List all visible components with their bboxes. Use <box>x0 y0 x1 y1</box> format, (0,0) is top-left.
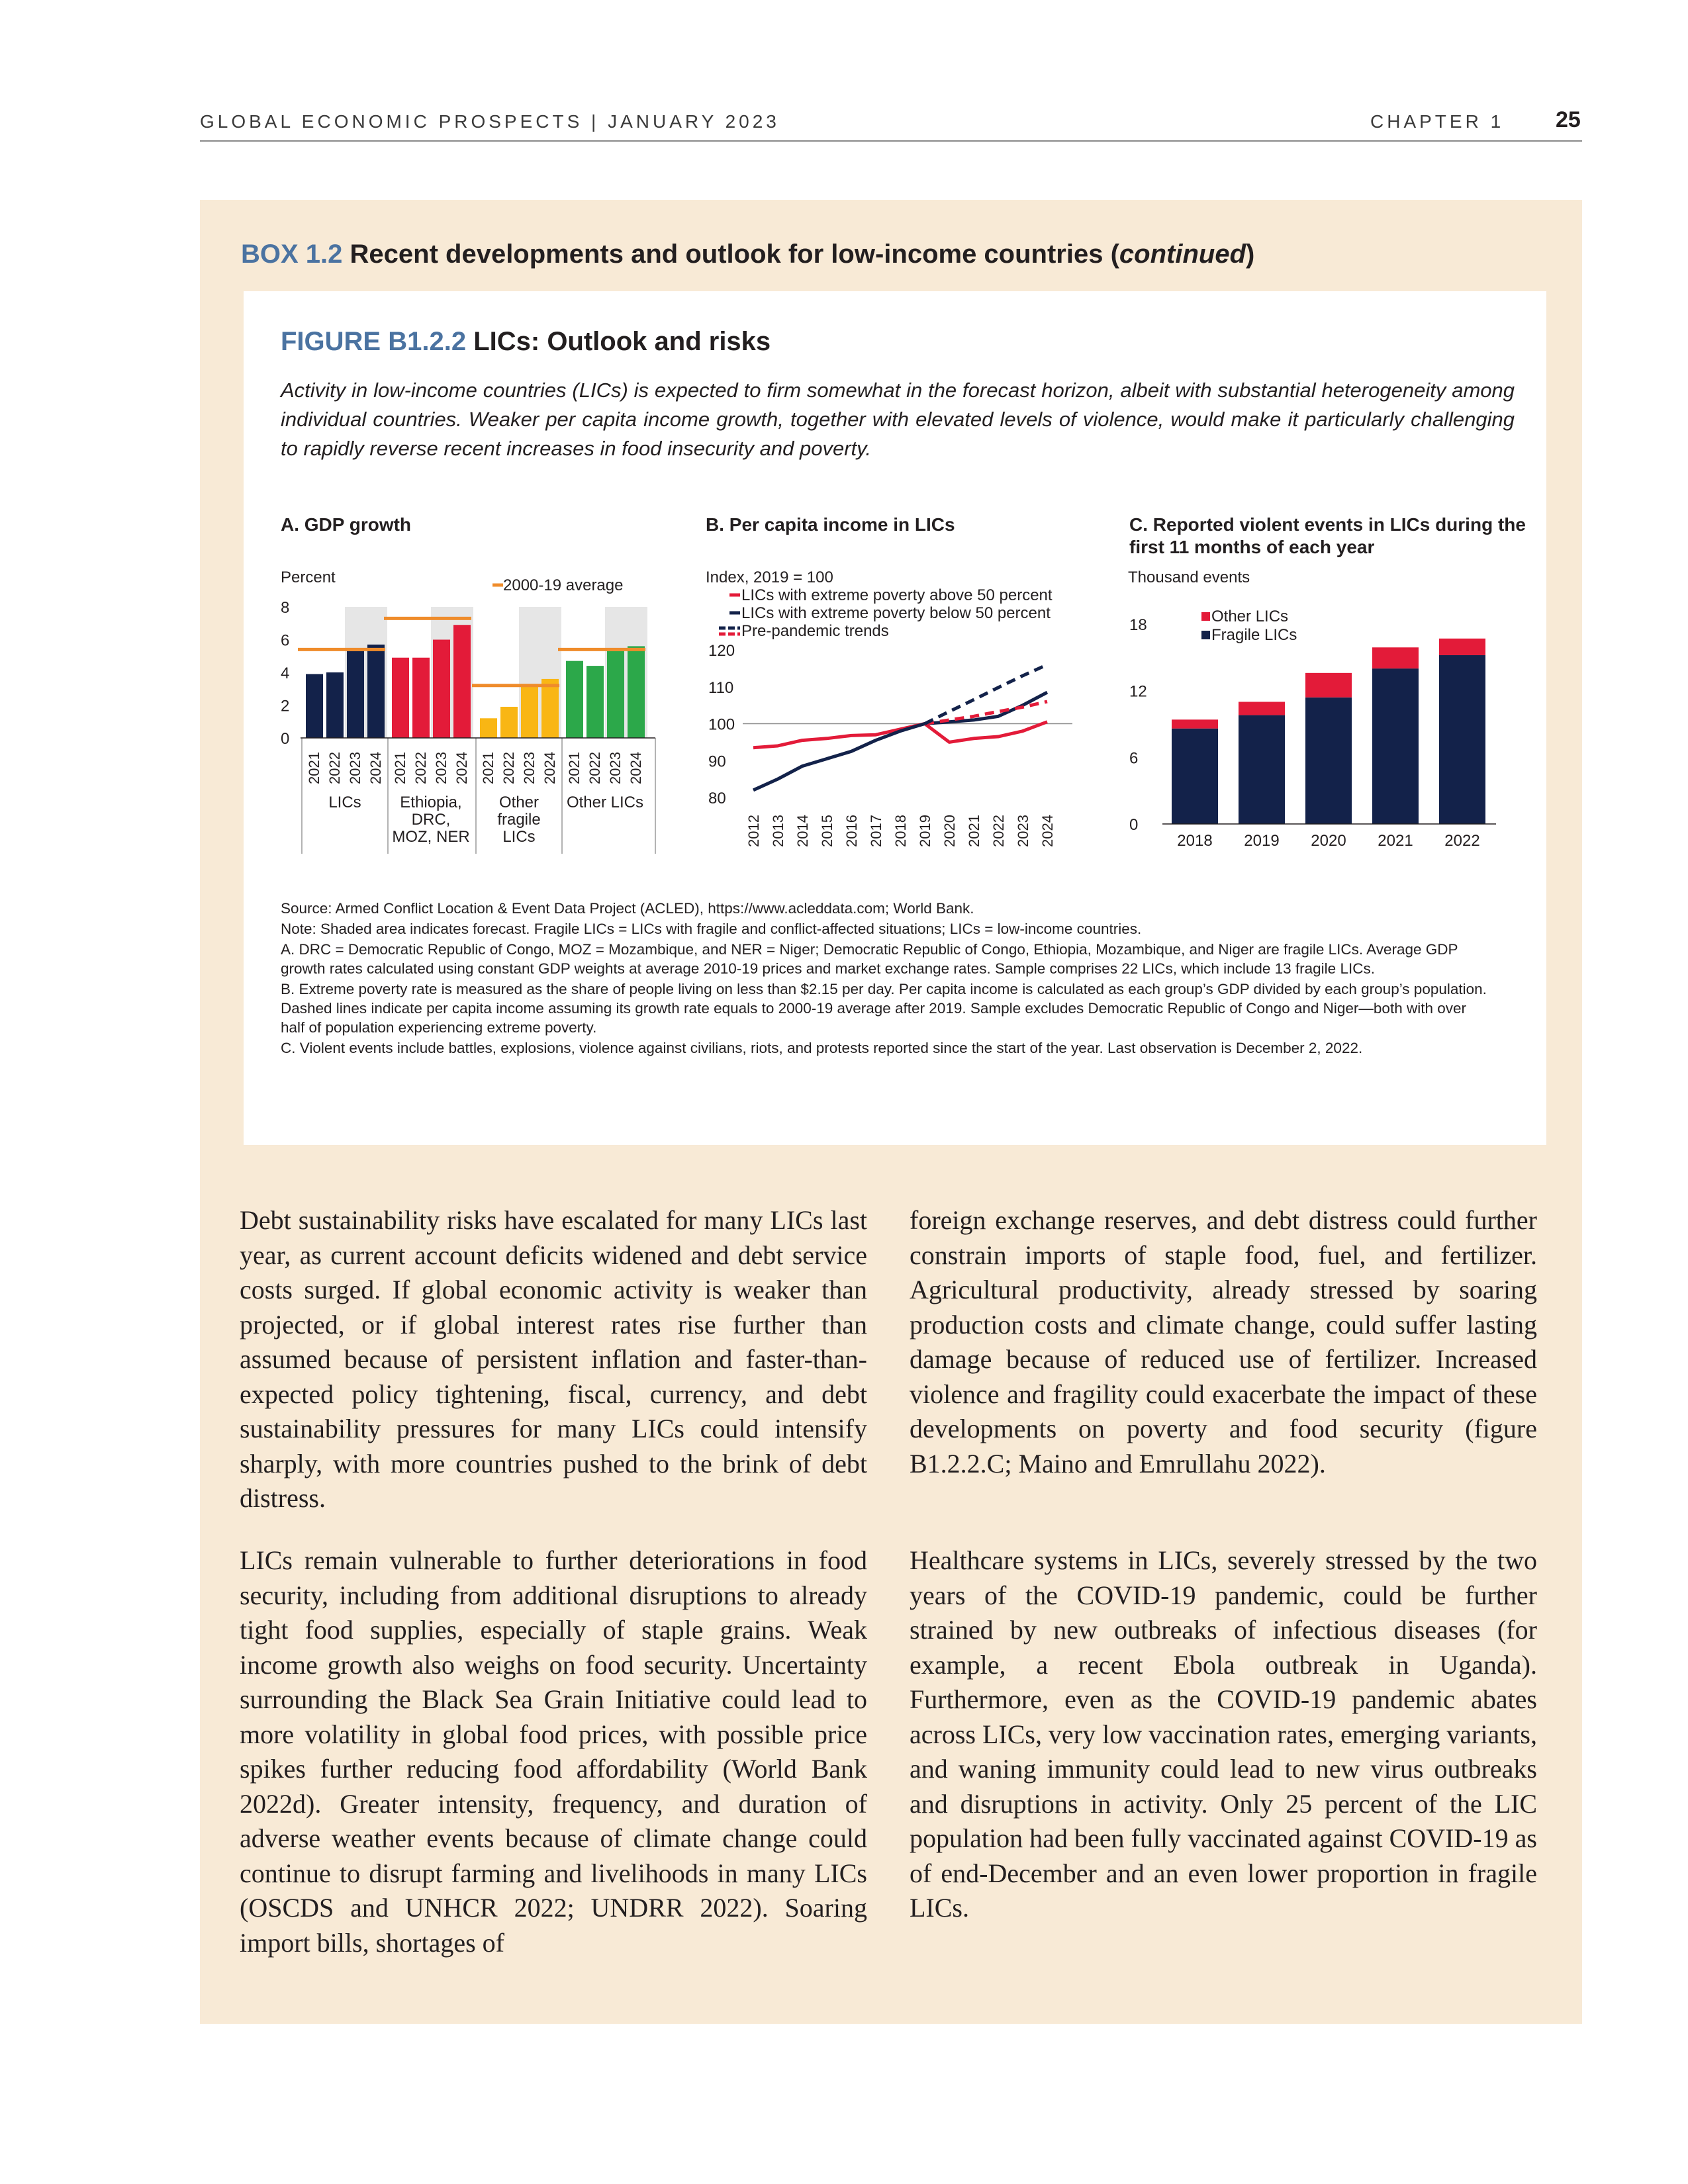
figure-title <box>281 327 771 357</box>
panel-b-year-label: 2022 <box>990 815 1007 847</box>
bar-lics-2023 <box>347 651 364 738</box>
legend-swatch-other-lics <box>1201 612 1210 621</box>
panel-a-group-label: LICs <box>328 794 361 811</box>
panel-a-year-label: 2022 <box>500 752 517 784</box>
panel-c-year-label: 2019 <box>1244 832 1280 850</box>
panel-c-ytick: 12 <box>1129 682 1147 701</box>
bar-other-lics-2019 <box>1239 702 1285 715</box>
panel-a-ytick: 2 <box>281 697 290 715</box>
bar-other-lics-2022 <box>586 666 604 738</box>
panel-a-year-label: 2024 <box>541 752 558 784</box>
panel-c-legend-label: Other LICs <box>1211 608 1289 625</box>
bar-other-fragile-lics-2022 <box>500 707 518 738</box>
bar-fragile-lics-2022 <box>1439 655 1485 824</box>
panel-a-group-label: Ethiopia, <box>400 794 462 811</box>
bar-other-lics-2022 <box>1439 639 1485 655</box>
figure-title-text: LICs: Outlook and risks <box>473 327 771 356</box>
panel-b-year-label: 2017 <box>868 815 884 847</box>
panel-c-year-label: 2021 <box>1378 832 1413 850</box>
bar-other-fragile-lics-2024 <box>541 679 559 738</box>
panel-a-group-label: Other <box>498 794 539 811</box>
panel-b-year-label: 2024 <box>1039 815 1056 847</box>
panel-b-year-label: 2014 <box>794 815 811 847</box>
panel-a-ytick: 0 <box>281 730 290 748</box>
figure-notes <box>281 899 1492 1059</box>
bar-other-lics-2020 <box>1305 673 1352 698</box>
bar-ethiopia-drc-moz-ner-2022 <box>412 658 430 738</box>
panel-a-ytick: 6 <box>281 631 290 650</box>
series-line-2 <box>925 702 1047 723</box>
note-source: Source: Armed Conflict Location & Event Data Project (ACLED), https://www.acleddata.com; World Bank. <box>281 900 974 917</box>
panel-a-ytick: 4 <box>281 664 290 682</box>
panel-c-ytick: 0 <box>1129 816 1139 834</box>
panel-b-year-label: 2016 <box>843 815 860 847</box>
body-paragraph-3: foreign exchange reserves, and debt distress could further constrain imports of staple food, fuel, and fertilizer. Agricultural productivity, already stressed by soaring production costs and climate change, could suffer lasting damage because of reduced use of fertilizer. Increased violence and fragility could exacerbate the impact of these developments on poverty and food security (figure B1.2.2.C; Maino and Emrullahu 2022). <box>910 1205 1537 1479</box>
panel-c-unit: Thousand events <box>1128 569 1250 586</box>
bar-other-lics-2024 <box>628 646 645 738</box>
panel-a-year-label: 2021 <box>392 752 408 784</box>
bar-ethiopia-drc-moz-ner-2021 <box>392 658 409 738</box>
panel-a-ytick: 8 <box>281 599 290 617</box>
panel-c-year-label: 2022 <box>1444 832 1480 850</box>
panel-a-year-label: 2022 <box>586 752 603 784</box>
legend-swatch-fragile-lics <box>1201 631 1210 639</box>
chart-per-capita-income <box>695 563 1092 860</box>
panel-a-year-label: 2023 <box>607 752 624 784</box>
panel-a-group-label: LICs <box>502 828 536 846</box>
box-label: BOX 1.2 <box>241 240 343 269</box>
panel-b-ytick: 110 <box>708 678 734 697</box>
panel-a-year-label: 2023 <box>433 752 449 784</box>
body-paragraph-4: Healthcare systems in LICs, severely stressed by the two years of the COVID-19 pandemic, could be further strained by new outbreaks of infectious diseases (for example, a recent Ebola outbreak in Uganda). Furthermore, even as the COVID-19 pandemic abates across LICs, very low vaccination rates, emerging variants, and waning immunity could lead to new virus outbreaks and disruptions in activity. Only 25 percent of the LIC population had been fully vaccinated against COVID-19 as of end-December and an even lower proportion in fragile LICs. <box>910 1545 1537 1923</box>
panel-a-group-label: DRC, <box>411 811 451 829</box>
panel-c-title: C. Reported violent events in LICs during the first 11 months of each year <box>1129 514 1526 557</box>
panel-a-group-label: fragile <box>497 811 541 829</box>
chart-violent-events <box>1119 563 1516 860</box>
series-line-0 <box>753 722 1047 748</box>
panel-b-ytick: 90 <box>708 752 726 771</box>
panel-a-unit: Percent <box>281 569 336 586</box>
box-title-close: ) <box>1246 240 1255 269</box>
bar-lics-2021 <box>306 674 323 738</box>
bar-lics-2024 <box>367 645 385 738</box>
bar-fragile-lics-2018 <box>1172 729 1218 824</box>
bar-other-lics-2023 <box>607 651 624 738</box>
panel-b-year-label: 2018 <box>892 815 909 847</box>
panel-a-year-label: 2024 <box>628 752 644 784</box>
panel-b-year-label: 2023 <box>1015 815 1031 847</box>
panel-b-title: B. Per capita income in LICs <box>706 514 955 535</box>
running-header-title: GLOBAL ECONOMIC PROSPECTS | JANUARY 2023 <box>200 111 780 132</box>
bar-other-fragile-lics-2023 <box>521 684 538 738</box>
bar-other-fragile-lics-2021 <box>480 718 497 738</box>
bar-other-lics-2018 <box>1172 719 1218 728</box>
box-title-text: Recent developments and outlook for low-income countries ( <box>350 240 1119 269</box>
figure-label: FIGURE B1.2.2 <box>281 327 467 356</box>
panel-a-year-label: 2021 <box>566 752 583 784</box>
panel-a-year-label: 2024 <box>453 752 470 784</box>
panel-b-ytick: 80 <box>708 790 726 807</box>
panel-a-title: A. GDP growth <box>281 514 412 535</box>
panel-c-legend-label: Fragile LICs <box>1211 626 1297 644</box>
panel-b-legend-label: LICs with extreme poverty below 50 percent <box>741 604 1051 622</box>
panel-a-year-label: 2022 <box>412 752 429 784</box>
box-title <box>241 240 1254 269</box>
panel-b-year-label: 2021 <box>966 815 982 847</box>
page-number: 25 <box>1556 107 1581 132</box>
bar-ethiopia-drc-moz-ner-2023 <box>433 640 450 739</box>
panel-b-year-label: 2019 <box>917 815 933 847</box>
bar-ethiopia-drc-moz-ner-2024 <box>453 625 471 738</box>
panel-a-group-label: Other LICs <box>566 794 644 811</box>
panel-c-year-label: 2018 <box>1177 832 1213 850</box>
panel-a-year-label: 2024 <box>367 752 384 784</box>
panel-a-year-label: 2023 <box>347 752 363 784</box>
panel-a-year-label: 2023 <box>521 752 538 784</box>
bar-other-lics-2021 <box>1372 647 1419 668</box>
panel-b-legend-label: Pre-pandemic trends <box>741 622 889 640</box>
note-c: C. Violent events include battles, explosions, violence against civilians, riots, and protests reported since the start of the year. Last observation is December 2, 2022. <box>281 1040 1363 1056</box>
panel-a-group-label: MOZ, NER <box>392 828 470 846</box>
panel-c-ytick: 18 <box>1129 616 1147 634</box>
panel-b-ytick: 120 <box>708 642 735 660</box>
note-a: A. DRC = Democratic Republic of Congo, MOZ = Mozambique, and NER = Niger; Democratic Republic of Congo, Ethiopia, Mozambique, and Niger are fragile LICs. Average GDP growth rates calculated using constant GDP weights at average 2010-19 prices and market exchange rates. Sample comprises 22 LICs, which include 13 fragile LICs. <box>281 941 1458 977</box>
note-general: Note: Shaded area indicates forecast. Fragile LICs = LICs with fragile and conflict-affected situations; LICs = low-income countries. <box>281 921 1142 937</box>
panel-b-ytick: 100 <box>708 715 735 734</box>
panel-c-ytick: 6 <box>1129 749 1139 768</box>
panel-b-year-label: 2015 <box>819 815 835 847</box>
bar-fragile-lics-2020 <box>1305 698 1352 824</box>
panel-b-year-label: 2013 <box>770 815 786 847</box>
panel-b-year-label: 2020 <box>941 815 958 847</box>
panel-b-legend-label: LICs with extreme poverty above 50 percent <box>741 586 1053 604</box>
panel-a-year-label: 2021 <box>306 752 322 784</box>
note-b: B. Extreme poverty rate is measured as the share of people living on less than $2.15 per day. Per capita income is calculated as each group’s GDP divided by each group’s population. Dashed lines indicate per capita income assuming its growth rate equals to 2000-19 average after 2019. Sample excludes Democratic Republic of Congo and Niger—both with over half of population experiencing extreme poverty. <box>281 981 1487 1036</box>
panel-a-year-label: 2021 <box>480 752 496 784</box>
running-header-chapter: CHAPTER 1 <box>1370 111 1505 132</box>
panel-a-legend-label: 2000-19 average <box>503 576 624 594</box>
figure-caption: Activity in low-income countries (LICs) is expected to firm somewhat in the forecast horizon, albeit with substantial heterogeneity among individual countries. Weaker per capita income growth, together with elevated levels of violence, would make it particularly challenging to rapidly reverse recent increases in food insecurity and poverty. <box>281 379 1515 460</box>
body-paragraph-1: Debt sustainability risks have escalated for many LICs last year, as current account deficits widened and debt service costs surged. If global economic activity is weaker than projected, or if global interest rates rise further than assumed because of persistent inflation and faster-than-expected policy tightening, fiscal, currency, and debt sustainability pressures for many LICs could intensify sharply, with more countries pushed to the brink of debt distress. <box>240 1205 867 1513</box>
body-paragraph-2: LICs remain vulnerable to further deteriorations in food security, including from additional disruptions to already tight food supplies, especially of staple grains. Weak income growth also weighs on food security. Uncertainty surrounding the Black Sea Grain Initiative could lead to more volatility in global food prices, with possible price spikes further reducing food affordability (World Bank 2022d). Greater intensity, frequency, and duration of adverse weather events because of climate change could continue to disrupt farming and livelihoods in many LICs (OSCDS and UNHCR 2022; UNDRR 2022). Soaring import bills, shortages of <box>240 1545 867 1958</box>
panel-c-year-label: 2020 <box>1311 832 1346 850</box>
bar-lics-2022 <box>326 672 344 738</box>
bar-other-lics-2021 <box>566 661 583 738</box>
chart-gdp-growth <box>271 563 669 860</box>
bar-fragile-lics-2021 <box>1372 668 1419 824</box>
panel-a-year-label: 2022 <box>326 752 343 784</box>
panel-b-unit: Index, 2019 = 100 <box>706 569 833 586</box>
box-title-continued: continued <box>1119 240 1246 269</box>
header-rule <box>200 140 1582 142</box>
panel-b-year-label: 2012 <box>745 815 762 847</box>
bar-fragile-lics-2019 <box>1239 715 1285 824</box>
